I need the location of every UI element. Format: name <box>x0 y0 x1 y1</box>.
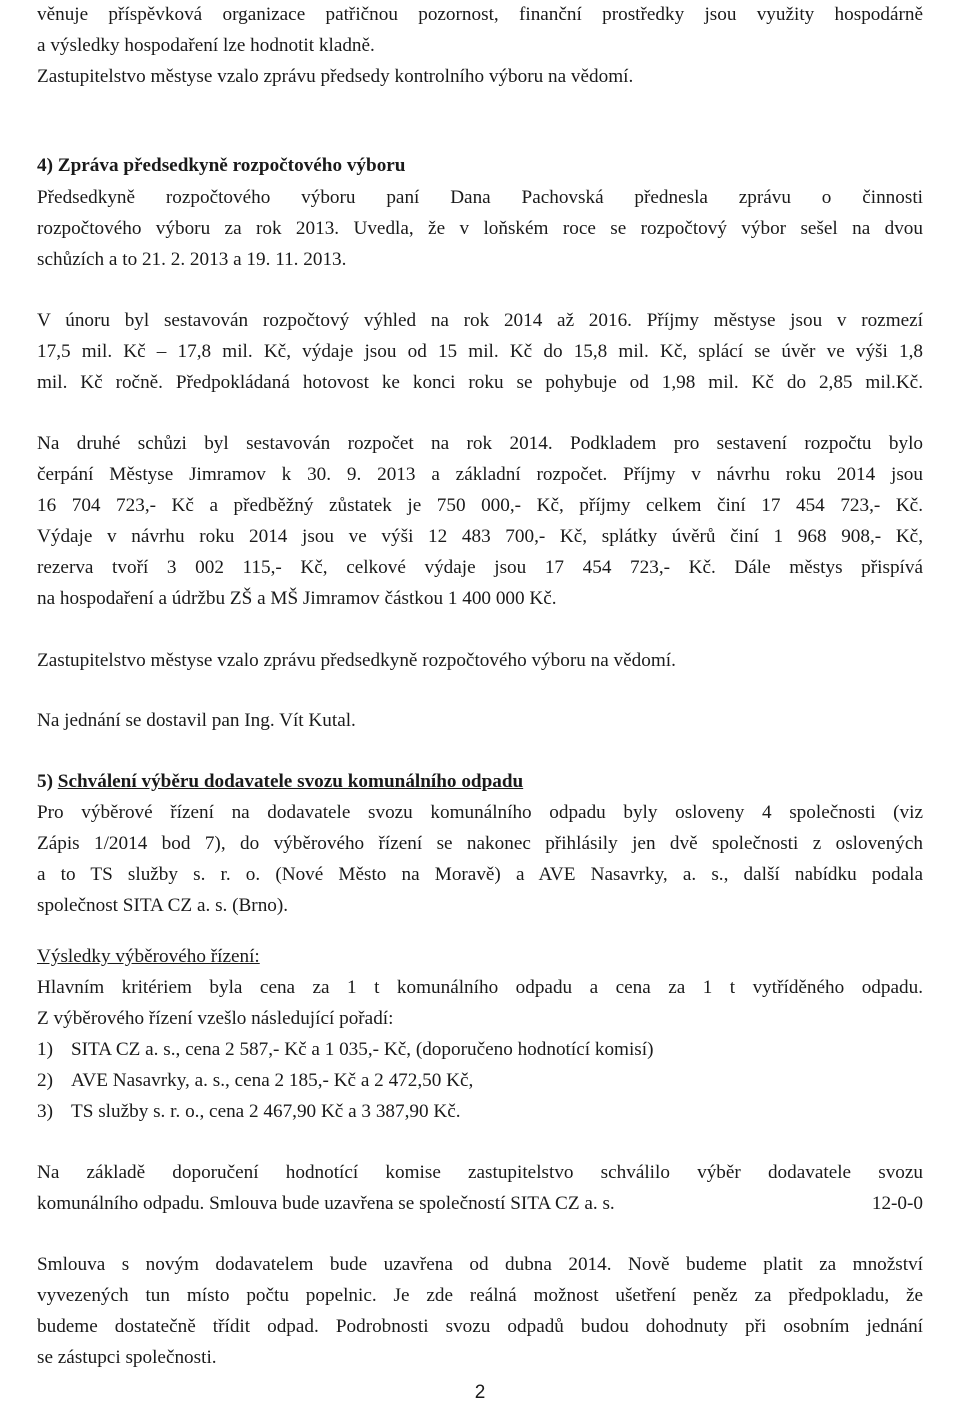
text-line: Smlouva s novým dodavatelem bude uzavřena od dubna 2014. Nově budeme platit za množství <box>37 1254 923 1275</box>
text-line: schůzích a to 21. 2. 2013 a 19. 11. 2013. <box>37 249 347 270</box>
page-number: 2 <box>474 1382 486 1403</box>
text-line: Výdaje v návrhu roku 2014 jsou ve výši 12 483 700,- Kč, splátky úvěrů činí 1 968 908,- Kč, <box>37 526 923 547</box>
text-line: vyvezených tun místo počtu popelnic. Je zde reálná možnost ušetření peněz za předpokladu, že <box>37 1285 923 1306</box>
text-line: na hospodaření a údržbu ZŠ a MŠ Jimramov částkou 1 400 000 Kč. <box>37 588 557 609</box>
list-item <box>37 1065 923 1096</box>
text-line: 17,5 mil. Kč – 17,8 mil. Kč, výdaje jsou od 15 mil. Kč do 15,8 mil. Kč, splácí se úvěr ve výši 1,8 <box>37 341 923 362</box>
text-line: V únoru byl sestavován rozpočtový výhled na rok 2014 až 2016. Příjmy městyse jsou v rozmezí <box>37 310 923 331</box>
text-line: rozpočtového výboru za rok 2013. Uvedla, že v loňském roce se rozpočtový výbor sešel na dvou <box>37 218 923 239</box>
list-item-number: 2) <box>37 1070 53 1091</box>
text-line: čerpání Městyse Jimramov k 30. 9. 2013 a základní rozpočet. Příjmy v návrhu roku 2014 jsou <box>37 464 923 485</box>
text-line: komunálního odpadu. Smlouva bude uzavřena se společností SITA CZ a. s. <box>37 1193 615 1214</box>
section-heading-4: 4) Zpráva předsedkyně rozpočtového výboru <box>37 155 406 176</box>
text-line: a to TS služby s. r. o. (Nové Město na Moravě) a AVE Nasavrky, a. s., další nabídku podala <box>37 864 923 885</box>
text-line: 16 704 723,- Kč a předběžný zůstatek je 750 000,- Kč, příjmy celkem činí 17 454 723,- Kč. <box>37 495 923 516</box>
list-item <box>37 1034 923 1065</box>
text-line: rezerva tvoří 3 002 115,- Kč, celkové výdaje jsou 17 454 723,- Kč. Dále městys přispívá <box>37 557 923 578</box>
text-line-with-vote <box>37 1188 923 1219</box>
text-line: Na druhé schůzi byl sestavován rozpočet na rok 2014. Podkladem pro sestavení rozpočtu bylo <box>37 433 923 454</box>
text-line: věnuje příspěvková organizace patřičnou pozornost, finanční prostředky jsou využity hospodárně <box>37 4 923 25</box>
paragraph: Na jednání se dostavil pan Ing. Vít Kutal. <box>37 710 356 731</box>
list-item-number: 1) <box>37 1039 53 1060</box>
paragraph: Zastupitelstvo městyse vzalo zprávu předsedkyně rozpočtového výboru na vědomí. <box>37 650 676 671</box>
text-line: Zápis 1/2014 bod 7), do výběrového řízení se nakonec přihlásily jen dvě společnosti z oslovených <box>37 833 923 854</box>
text-line: Pro výběrové řízení na dodavatele svozu komunálního odpadu byly osloveny 4 společnosti (viz <box>37 802 923 823</box>
text-line: Předsedkyně rozpočtového výboru paní Dana Pachovská přednesla zprávu o činnosti <box>37 187 923 208</box>
list-item-number: 3) <box>37 1101 53 1122</box>
list-item-text: SITA CZ a. s., cena 2 587,- Kč a 1 035,- Kč, (doporučeno hodnotící komisí) <box>71 1039 654 1060</box>
text-line: budeme dostatečně třídit odpad. Podrobnosti svozu odpadů budou dohodnuty při osobním jednání <box>37 1316 923 1337</box>
list-item <box>37 1096 923 1127</box>
text-line: a výsledky hospodaření lze hodnotit kladně. <box>37 35 375 56</box>
list-item-text: TS služby s. r. o., cena 2 467,90 Kč a 3 387,90 Kč. <box>71 1101 461 1122</box>
paragraph: Zastupitelstvo městyse vzalo zprávu předsedy kontrolního výboru na vědomí. <box>37 66 634 87</box>
section-heading-5 <box>37 766 923 797</box>
section-number: 5) <box>37 771 53 792</box>
results-heading: Výsledky výběrového řízení: <box>37 946 260 967</box>
text-line: Hlavním kritériem byla cena za 1 t komunálního odpadu a cena za 1 t vytříděného odpadu. <box>37 977 923 998</box>
text-line: Z výběrového řízení vzešlo následující pořadí: <box>37 1008 394 1029</box>
list-item-text: AVE Nasavrky, a. s., cena 2 185,- Kč a 2 472,50 Kč, <box>71 1070 474 1091</box>
vote-result: 12-0-0 <box>871 1193 923 1214</box>
section-title: Schválení výběru dodavatele svozu komunálního odpadu <box>57 771 524 792</box>
text-line: se zástupci společnosti. <box>37 1347 217 1368</box>
text-line: mil. Kč ročně. Předpokládaná hotovost ke konci roku se pohybuje od 1,98 mil. Kč do 2,85 mil.Kč. <box>37 372 923 393</box>
text-line: Na základě doporučení hodnotící komise zastupitelstvo schválilo výběr dodavatele svozu <box>37 1162 923 1183</box>
text-line: společnost SITA CZ a. s. (Brno). <box>37 895 289 916</box>
